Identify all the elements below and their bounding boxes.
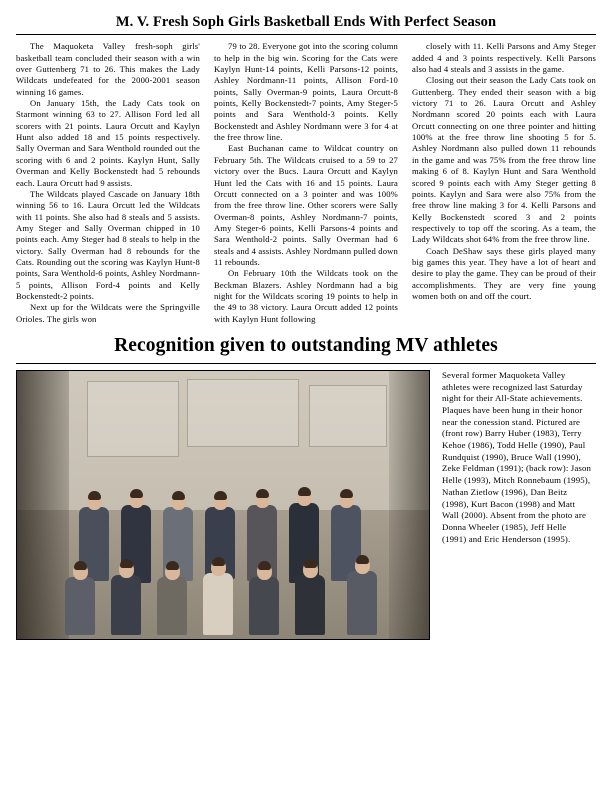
- person-hair: [304, 559, 317, 568]
- person-head: [87, 493, 102, 510]
- caption-text: Several former Maquoketa Valley athletes were recognized last Saturday night for their All-State achievements. Plaques have been hung in their honor near the conession stand. Pictured are (front row) Barry Huber (1983), Terry Kehoe (1986), Todd Helle (1990), Paul Rundquist (1990), Bruce Wall (1990), Zeke Feldman (1991); (back row): Jason Helle (1993), Mitch Ronnebaum (1995), Nathan Zietlow (1996), Dan Beitz (1998), Kurt Bacon (1998) and Matt Wall (2000). Absent from the photo are Donna Wheeler (1985), Jeff Helle (1991) and Eric Henderson (1995).: [442, 369, 592, 544]
- paragraph: 79 to 28. Everyone got into the scoring column to help in the big win. Scoring for the Cats were Kaylyn Hunt-14 points, Kelli Parsons-12 points, Ashley Nordmann-11 points, Allison Ford-10 points, Sally Overman-9 points, Laura Orcutt-8 points, Kelly Bockenstedt-7 points, Amy Steger-5 points and Sara Wenthold-3 points. Kelly Bockenstedt and Ashley Nordmann were 3 for 4 at the free throw line.: [214, 41, 398, 143]
- person-head: [303, 561, 318, 578]
- story-column-2: [214, 41, 398, 325]
- photo-wall-panel: [309, 385, 387, 447]
- person-hair: [212, 557, 225, 566]
- photo-shadow-right: [389, 371, 429, 639]
- person-body: [249, 577, 279, 635]
- person-body: [203, 573, 233, 635]
- paragraph: Next up for the Wildcats were the Springville Orioles. The girls won: [16, 302, 200, 324]
- person-head: [165, 563, 180, 580]
- person-hair: [74, 561, 87, 570]
- page-footer: [0, 784, 612, 792]
- person-hair: [120, 559, 133, 568]
- person-hair: [88, 491, 101, 500]
- person-body: [65, 577, 95, 635]
- person-head: [171, 493, 186, 510]
- person-body: [295, 575, 325, 635]
- recognition-divider: [16, 363, 596, 364]
- person-hair: [298, 487, 311, 496]
- person-hair: [340, 489, 353, 498]
- group-photo: [16, 370, 430, 640]
- paragraph: closely with 11. Kelli Parsons and Amy Steger added 4 and 3 points respectively. Kelli Parsons also had 4 steals and 3 assists in the game.: [412, 41, 596, 75]
- person-body: [111, 575, 141, 635]
- paragraph: On February 10th the Wildcats took on the Beckman Blazers. Ashley Nordmann had a big night for the Wildcats scoring 19 points to help in the 49 to 38 victory. Laura Orcutt added 12 points with Kaylyn Hunt following: [214, 268, 398, 324]
- story-column-1: [16, 41, 200, 325]
- person-head: [339, 491, 354, 508]
- person-hair: [214, 491, 227, 500]
- person-head: [73, 563, 88, 580]
- paragraph: The Wildcats played Cascade on January 18th winning 56 to 16. Laura Orcutt led the Wildcats with 11 points. She also had 8 steals and 5 assists. Amy Steger and Sally Overman chipped in 10 points each. Amy Steger had 8 steals to help in the victory. Sally Overman had 8 rebounds for the Cats. Rounding out the scoring was Kaylyn Hunt-8 points, Sara Wenthold-6 points, Ashley Nordmann-5 points, Allison Ford-4 points and Kelly Bockenstedt-2 points.: [16, 188, 200, 301]
- paragraph: Coach DeShaw says these girls played many big games this year. They have a lot of heart and desire to play the game. They can be proud of their accomplishments. They are very fine young women both on and off the court.: [412, 245, 596, 301]
- person-hair: [172, 491, 185, 500]
- person-head: [129, 491, 144, 508]
- page-title: M. V. Fresh Soph Girls Basketball Ends With Perfect Season: [115, 14, 497, 30]
- person-head: [119, 561, 134, 578]
- person-hair: [258, 561, 271, 570]
- person-head: [213, 493, 228, 510]
- person-hair: [130, 489, 143, 498]
- story-column-3: [412, 41, 596, 302]
- photo-wall-panel: [87, 381, 179, 457]
- recognition-section: [16, 370, 596, 640]
- paragraph: East Buchanan came to Wildcat country on February 5th. The Wildcats cruised to a 59 to 27 victory over the Bucs. Laura Orcutt and Kaylyn Hunt led the Cats with 16 and 15 points. Laura Orcutt connected on a 3 pointer and was 100% from the free throw line. Other scorers were Sally Overman-8 points, Ashley Nordmann-7 points, Amy Steger-6 points, Kelli Parsons-4 points and Sara Wenthold-2 points. Sally Overman had 6 steals and 4 assists. Ashley Nordmann pulled down 11 rebounds.: [214, 143, 398, 267]
- paragraph: The Maquoketa Valley fresh-soph girls' basketball team concluded their season with a win over Guttenberg 71 to 26. This makes the Lady Wildcats undefeated for the 2000-2001 season winning 16 games.: [16, 41, 200, 97]
- story-columns: [16, 41, 596, 325]
- person-hair: [356, 555, 369, 564]
- recognition-title: Recognition given to outstanding MV athletes: [114, 334, 498, 356]
- person-head: [255, 491, 270, 508]
- paragraph: On January 15th, the Lady Cats took on Starmont winning 63 to 27. Allison Ford led all scorers with 21 points. Laura Orcutt and Kaylyn Hunt also added 18 and 15 points respectively. Sally Overman and Sara Wenthold rounded out the scoring with 6 and 2 points. Kaylyn Hunt, Sally Overman and Kelly Bockenstedt had 5 rebounds each. Laura Orcutt had 9 assists.: [16, 98, 200, 188]
- person-hair: [166, 561, 179, 570]
- photo-shadow-left: [17, 371, 69, 639]
- person-body: [347, 571, 377, 635]
- person-head: [297, 489, 312, 506]
- paragraph: Closing out their season the Lady Cats took on Guttenberg. They ended their season with a big victory 71 to 26. Laura Orcutt and Ashley Nordmann scored 20 points each with Laura Orcutt connecting on one three pointer and hitting 100% at the free throw line shooting 5 for 5. Ashley Nordmann also pulled down 11 rebounds in the game and was 75% from the free throw line making 6 of 8. Kaylyn Hunt and Sara Wenthold scored 9 points each with Amy Steger getting 8 points. Kaylyn and Sara were also 75% from the free throw line making 3 for 4. Kelli Parsons and Kelly Bockenstedt scored 3 and 2 points respectively to top off the scoring. As a team, the Lady Wildcats shot 64% from the free throw line.: [412, 75, 596, 245]
- person-body: [157, 577, 187, 635]
- header-divider: [16, 34, 596, 35]
- photo-wall-panel: [187, 379, 299, 447]
- photo-caption: [442, 370, 592, 545]
- person-head: [257, 563, 272, 580]
- person-hair: [256, 489, 269, 498]
- person-head: [211, 559, 226, 576]
- person-head: [355, 557, 370, 574]
